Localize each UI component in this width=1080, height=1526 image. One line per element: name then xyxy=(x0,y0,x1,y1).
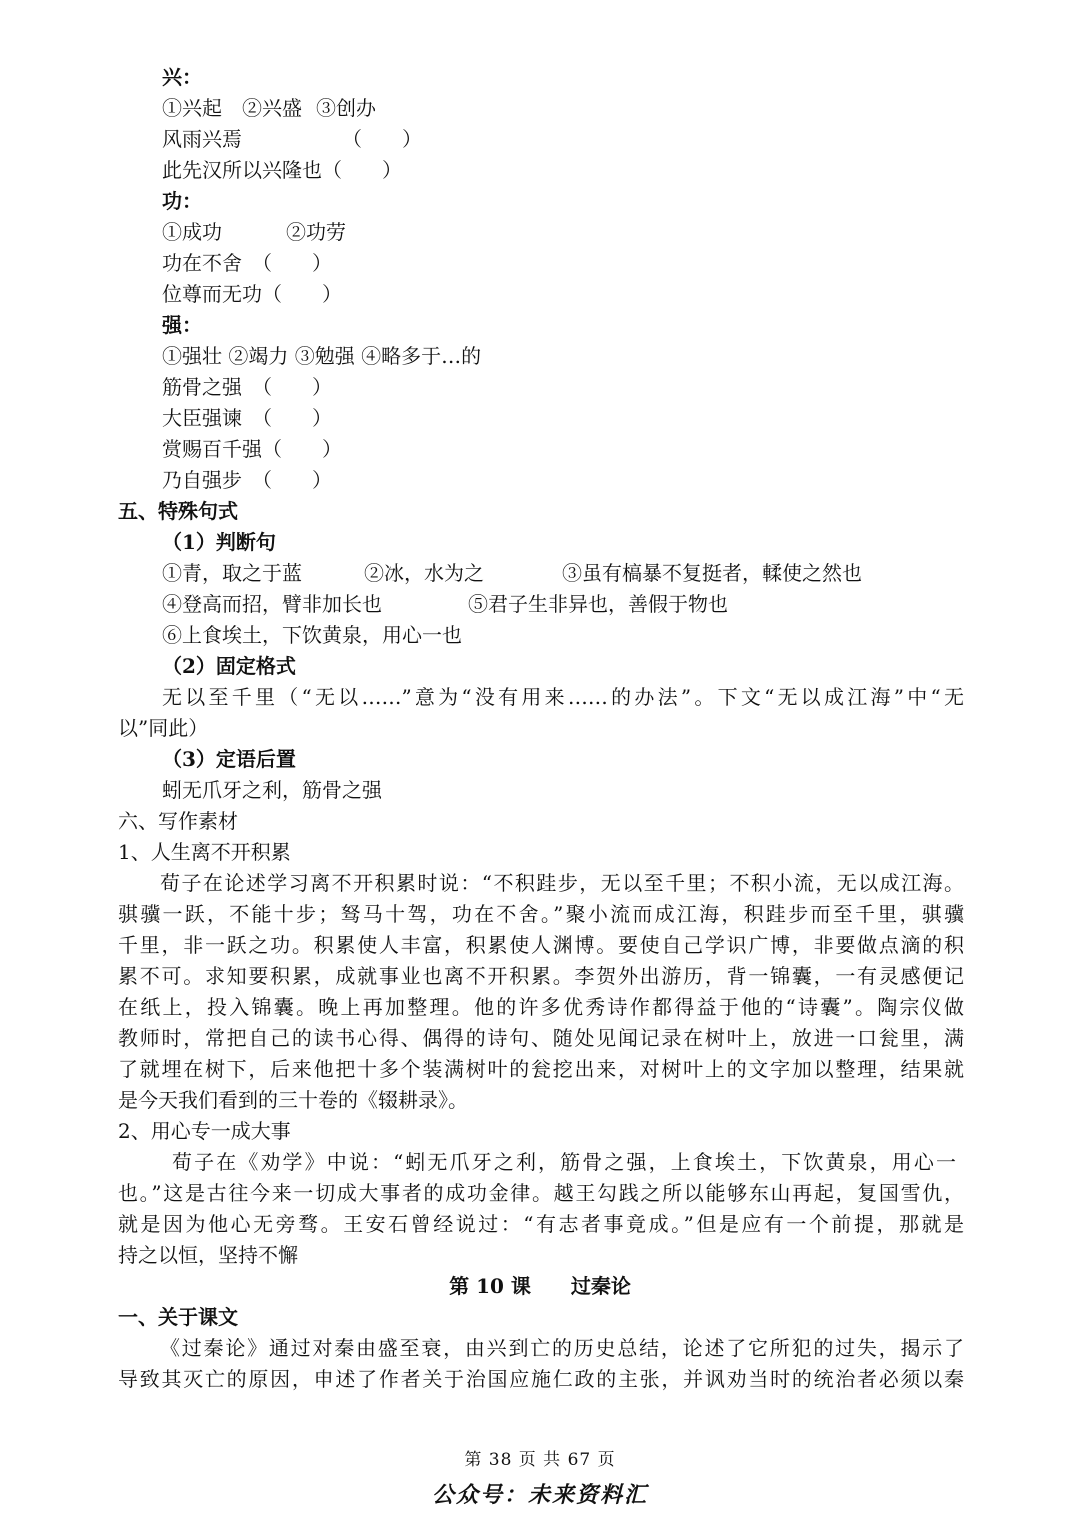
section-heading-5: 五、特殊句式 xyxy=(118,499,238,523)
paragraph-line: 教师时，常把自己的读书心得、偶得的诗句、随处见闻记录在树叶上，放进一口瓮里，满 xyxy=(118,1026,964,1050)
footer-brand: 公众号：未来资料汇 xyxy=(431,1482,648,1508)
answer-blank: （ ） xyxy=(342,127,422,151)
section-heading-6: 六、写作素材 xyxy=(118,809,238,833)
option-3: ③创办 xyxy=(316,96,376,120)
paragraph-line: 持之以恒，坚持不懈 xyxy=(118,1243,298,1267)
paragraph-line: 了就埋在树下，后来他把十多个装满树叶的瓮挖出来，对树叶上的文字加以整理，结果就 xyxy=(118,1057,964,1081)
meaning-options-gong xyxy=(162,217,1008,248)
subheading-fixed-format: （2）固定格式 xyxy=(162,654,296,678)
topic-heading-1: 1、人生离不开积累 xyxy=(118,840,291,864)
option-1: ①兴起 xyxy=(162,96,222,120)
option-2: ②功劳 xyxy=(286,220,346,244)
paragraph-line: 就是因为他心无旁骛。王安石曾经说过：“有志者事竟成。”但是应有一个前提，那就是 xyxy=(118,1212,964,1236)
word-heading-qiang: 强： xyxy=(162,313,202,337)
paragraph-line: 是今天我们看到的三十卷的《辍耕录》。 xyxy=(118,1088,468,1112)
question-line: 位尊而无功（ ） xyxy=(162,282,342,306)
question-line: 赏赐百千强（ ） xyxy=(162,437,342,461)
subheading-judgment: （1）判断句 xyxy=(162,530,276,554)
question-line: 此先汉所以兴隆也（ ） xyxy=(162,158,402,182)
paragraph-line: 《过秦论》通过对秦由盛至衰，由兴到亡的历史总结，论述了它所犯的过失，揭示了 xyxy=(160,1336,964,1360)
example-3: ③虽有槁暴不复挺者，輮使之然也 xyxy=(562,561,862,585)
paragraph-line: 千里，非一跃之功。积累使人丰富，积累使人渊博。要使自己学识广博，非要做点滴的积 xyxy=(118,933,964,957)
word-heading-gong: 功： xyxy=(162,189,202,213)
word-heading-xing: 兴： xyxy=(162,65,202,89)
section-heading-1: 一、关于课文 xyxy=(118,1305,238,1329)
example-line: 蚓无爪牙之利，筋骨之强 xyxy=(162,778,382,802)
paragraph-line: 也。”这是古往今来一切成大事者的成功金律。越王勾践之所以能够东山再起，复国雪仇， xyxy=(118,1181,964,1205)
example-line xyxy=(162,589,1008,620)
paragraph-line: 荀子在论述学习离不开积累时说：“不积跬步，无以至千里；不积小流，无以成江海。 xyxy=(160,871,964,895)
example-5: ⑤君子生非异也，善假于物也 xyxy=(468,592,728,616)
question-line: 乃自强步 （ ） xyxy=(162,468,332,492)
page-number: 第 38 页 共 67 页 xyxy=(464,1450,616,1470)
meaning-options-qiang: ①强壮 ②竭力 ③勉强 ④略多于…的 xyxy=(162,344,482,368)
paragraph-line: 以”同此） xyxy=(118,716,209,740)
option-1: ①成功 xyxy=(162,220,222,244)
question-line: 大臣强谏 （ ） xyxy=(162,406,332,430)
question-line: 筋骨之强 （ ） xyxy=(162,375,332,399)
example-6: ⑥上食埃土，下饮黄泉，用心一也 xyxy=(162,623,462,647)
example-1: ①青，取之于蓝 xyxy=(162,561,302,585)
paragraph-line: 累不可。求知要积累，成就事业也离不开积累。李贺外出游历，背一锦囊，一有灵感便记 xyxy=(118,964,964,988)
question-text: 风雨兴焉 xyxy=(162,127,242,151)
paragraph-line: 荀子在《劝学》中说：“蚓无爪牙之利，筋骨之强，上食埃土，下饮黄泉，用心一 xyxy=(172,1150,956,1174)
subheading-postpositive: （3）定语后置 xyxy=(162,747,296,771)
example-line xyxy=(162,558,1008,589)
lesson-title: 第 10 课 过秦论 xyxy=(449,1274,631,1298)
topic-heading-2: 2、用心专一成大事 xyxy=(118,1119,291,1143)
example-2: ②冰，水为之 xyxy=(364,561,484,585)
paragraph-line: 在纸上，投入锦囊。晚上再加整理。他的许多优秀诗作都得益于他的“诗囊”。陶宗仪做 xyxy=(118,995,964,1019)
question-line: 功在不舍 （ ） xyxy=(162,251,332,275)
example-4: ④登高而招，臂非加长也 xyxy=(162,592,382,616)
meaning-options-xing xyxy=(162,93,1008,124)
paragraph-line: 骐骥一跃，不能十步；驽马十驾，功在不舍。”聚小流而成江海，积跬步而至千里，骐骥 xyxy=(118,902,964,926)
paragraph-line: 无以至千里（“无以……”意为“没有用来……的办法”。下文“无以成江海”中“无 xyxy=(162,685,964,709)
option-2: ②兴盛 xyxy=(242,96,302,120)
question-line xyxy=(162,124,1008,155)
paragraph-line: 导致其灭亡的原因，申述了作者关于治国应施仁政的主张，并讽劝当时的统治者必须以秦 xyxy=(118,1367,964,1391)
